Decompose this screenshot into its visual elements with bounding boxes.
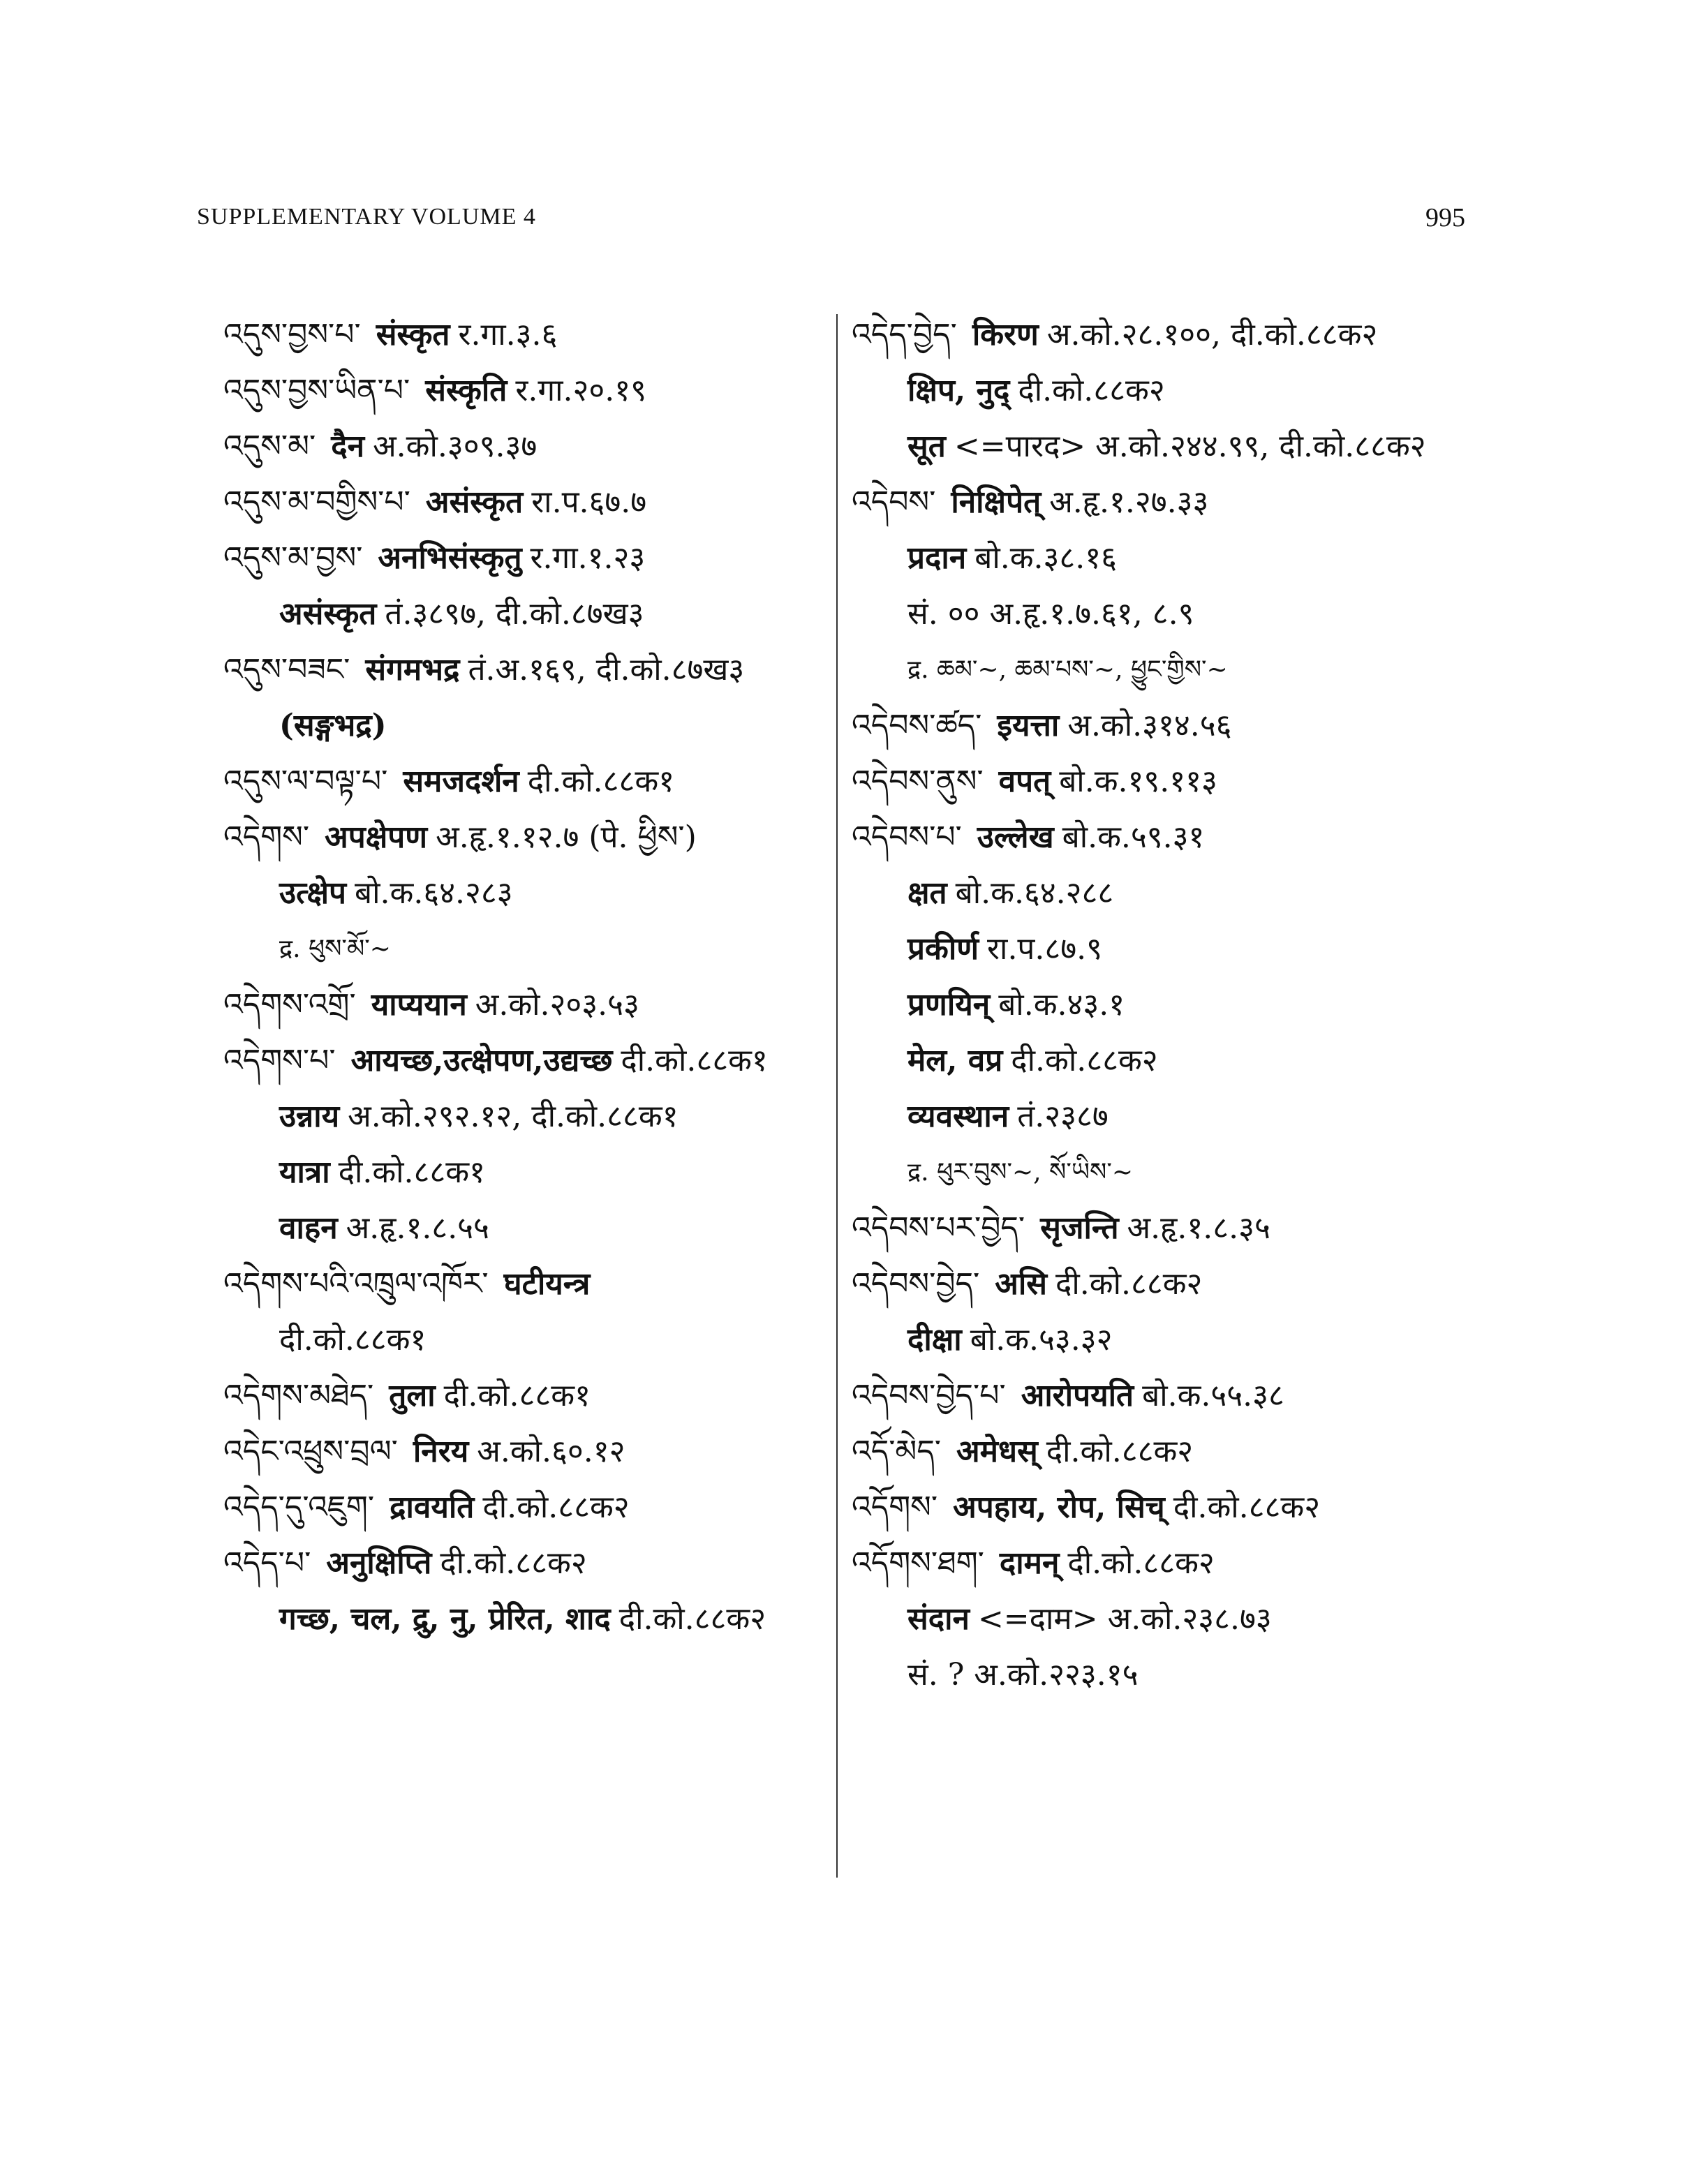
sub-entry: [223, 1089, 824, 1145]
dictionary-entry: [223, 1368, 824, 1424]
sanskrit-equivalent: असंस्कृत: [425, 484, 524, 520]
tibetan-headword: འདེང་འཕྲུས་བྲལ་: [223, 1434, 398, 1469]
source-reference: दी.को.८८क२: [440, 1545, 587, 1581]
sub-entry: [852, 530, 1466, 586]
tibetan-headword: འདེགས་འགྲོ་: [223, 987, 356, 1023]
tibetan-headword: འདེབས་པར་བྱེད་: [852, 1210, 1025, 1246]
tibetan-headword: འདེབས་: [852, 484, 936, 520]
sub-entry: [852, 977, 1466, 1033]
sub-entry: [223, 866, 824, 921]
sanskrit-equivalent: आयच्छ,उत्क्षेपण,उद्यच्छ: [350, 1043, 613, 1078]
sanskrit-equivalent: अनभिसंस्कृतु: [378, 540, 522, 576]
sanskrit-equivalent: द्रावयति: [390, 1490, 475, 1525]
source-reference: बो.क.५५.३८: [1142, 1378, 1284, 1413]
tibetan-headword: འདུས་མ་བགྱིས་པ་: [223, 484, 410, 520]
source-reference: बो.क.६४.२८८: [955, 875, 1114, 911]
sanskrit-equivalent: यात्रा: [279, 1154, 330, 1190]
dictionary-entry: [223, 1256, 824, 1312]
tibetan-headword: འདེགས་པ་: [223, 1043, 336, 1078]
tibetan-headword: འདུས་མ་: [223, 429, 316, 464]
source-reference: दी.को.८८क२: [1046, 1434, 1194, 1469]
dictionary-entry: [223, 307, 824, 363]
sanskrit-equivalent: उन्नाय: [279, 1099, 340, 1134]
cross-reference-text: द्र. ཕུར་བུས་~, སོ་ཡིས་~: [907, 1158, 1134, 1187]
dictionary-entry: [223, 754, 824, 810]
source-reference: तं.२३८७: [1017, 1099, 1109, 1134]
sub-entry: [852, 1647, 1466, 1703]
cross-reference: [223, 921, 824, 977]
sanskrit-equivalent: घटीयन्त्र: [503, 1266, 591, 1302]
sanskrit-equivalent: याप्ययान: [371, 987, 467, 1023]
dictionary-entry: [223, 1424, 824, 1480]
source-reference: दी.को.८८क२: [1067, 1545, 1215, 1581]
source-reference: अ.को.६०.१२: [477, 1434, 625, 1469]
tibetan-headword: འདེབས་བྱེད་: [852, 1266, 980, 1302]
source-reference: <=पारद> अ.को.२४४.९९, दी.को.८८क२: [954, 429, 1426, 464]
source-reference: अ.को.३१४.५६: [1067, 708, 1232, 743]
sanskrit-equivalent: वाहन: [279, 1210, 338, 1246]
source-reference: अ.को.२८.१००, दी.को.८८क२: [1046, 317, 1378, 352]
tibetan-headword: འདུས་བྱས་པ་: [223, 317, 361, 352]
sanskrit-equivalent: आरोपयति: [1021, 1378, 1134, 1413]
source-reference: <=दाम> अ.को.२३८.७३: [977, 1601, 1272, 1637]
dictionary-entry: [852, 1424, 1466, 1480]
dictionary-entry: [852, 307, 1466, 363]
tibetan-headword: འདེབས་ཚད་: [852, 708, 982, 743]
source-reference: तं.अ.१६९, दी.को.८७ख३: [468, 652, 745, 688]
tibetan-headword: འདེབས་བྱེད་པ་: [852, 1378, 1006, 1413]
dictionary-entry: [852, 810, 1466, 866]
source-reference: बो.क.५९.३१: [1062, 819, 1205, 855]
sub-entry: [852, 363, 1466, 419]
sanskrit-equivalent: दैन: [331, 429, 365, 464]
sanskrit-equivalent: उल्लेख: [977, 819, 1054, 855]
source-reference: बो.क.५३.३२: [970, 1322, 1113, 1358]
sub-entry: [852, 419, 1466, 475]
sub-entry: [852, 586, 1466, 642]
dictionary-entry: [852, 1256, 1466, 1312]
sanskrit-equivalent: संस्कृत: [376, 317, 450, 352]
sanskrit-equivalent: सूत: [907, 429, 946, 464]
sub-entry: [223, 586, 824, 642]
sanskrit-equivalent: प्रकीर्ण: [907, 931, 979, 967]
dictionary-entry: [223, 1480, 824, 1536]
dictionary-entry: [852, 698, 1466, 754]
sanskrit-equivalent: प्रदान: [907, 540, 967, 576]
sub-entry: [223, 1591, 824, 1647]
source-reference: दी.को.८८क१: [621, 1043, 768, 1078]
sanskrit-equivalent: सृजन्ति: [1040, 1210, 1119, 1246]
sanskrit-equivalent: दीक्षा: [907, 1322, 962, 1358]
sanskrit-equivalent: अपक्षेपण: [325, 819, 428, 855]
sanskrit-equivalent: उत्क्षेप: [279, 875, 347, 911]
sanskrit-equivalent: संस्कृति: [425, 373, 507, 408]
sub-entry: [223, 698, 824, 754]
dictionary-entry: [223, 530, 824, 586]
sanskrit-equivalent: अपहाय, रोप, सिच्: [953, 1490, 1165, 1525]
cross-reference: [852, 642, 1466, 698]
cross-reference-text: द्र. ཆམ་~, ཆམ་པས་~, ཕྱུང་གྱིས་~: [907, 655, 1228, 684]
source-reference: अ.को.२९२.१२, दी.को.८८क१: [348, 1099, 679, 1134]
source-reference: र.गा.१.२३: [530, 540, 646, 576]
sub-entry: [852, 921, 1466, 977]
cross-reference: [852, 1145, 1466, 1201]
tibetan-headword: འདེད་དུ་འཇུག་: [223, 1490, 375, 1525]
right-column: [852, 307, 1466, 1703]
source-reference: रा.प.६७.७: [531, 484, 647, 520]
sub-entry: [852, 1312, 1466, 1368]
sub-entry: [223, 1201, 824, 1256]
sanskrit-equivalent: क्षत: [907, 875, 947, 911]
source-reference: बो.क.६४.२८३: [355, 875, 513, 911]
sanskrit-equivalent: व्यवस्थान: [907, 1099, 1009, 1134]
source-reference: दी.को.८८क१: [443, 1378, 591, 1413]
tibetan-headword: འདེགས་པའི་འཁྲུལ་འཁོར་: [223, 1266, 489, 1302]
cross-reference-text: द्र. ཕུས་མོ་~: [279, 935, 391, 963]
tibetan-headword: འདེད་པ་: [223, 1545, 311, 1581]
sub-entry: [223, 1312, 824, 1368]
tibetan-headword: འདུས་བཟང་: [223, 652, 350, 688]
tibetan-headword: འདེགས་མཐེད་: [223, 1378, 374, 1413]
sanskrit-equivalent: असि: [995, 1266, 1048, 1302]
source-reference: दी.को.८८क२: [1018, 373, 1165, 408]
dictionary-entry: [223, 977, 824, 1033]
dictionary-entry: [852, 1201, 1466, 1256]
sanskrit-equivalent: तुला: [389, 1378, 436, 1413]
source-reference: दी.को.८८क२: [618, 1601, 766, 1637]
sanskrit-equivalent: अमेधस्: [956, 1434, 1038, 1469]
running-head: SUPPLEMENTARY VOLUME 4: [197, 204, 536, 230]
source-reference: दी.को.८८क१: [527, 764, 675, 799]
sanskrit-equivalent: क्षिप, नुद्: [907, 373, 1010, 408]
source-reference: दी.को.८८क२: [1055, 1266, 1203, 1302]
source-reference: दी.को.८८क२: [1173, 1490, 1321, 1525]
dictionary-entry: [852, 475, 1466, 530]
column-divider: [836, 314, 838, 1878]
dictionary-entry: [852, 1536, 1466, 1591]
sanskrit-equivalent: निक्षिपेत्: [951, 484, 1042, 520]
dictionary-entry: [223, 363, 824, 419]
sanskrit-equivalent: असंस्कृत: [279, 596, 377, 632]
page-number: 995: [1425, 203, 1465, 232]
source-reference: दी.को.८८क१: [338, 1154, 485, 1190]
dictionary-entry: [223, 642, 824, 698]
source-reference: र.गा.२०.१९: [515, 373, 647, 408]
tibetan-headword: འདེགས་: [223, 819, 310, 855]
source-reference: अ.हृ.१.१२.७ (पे. ཕྱིས་): [436, 819, 697, 855]
tibetan-headword: འདུས་ལ་བལྟ་པ་: [223, 764, 388, 799]
source-reference: रा.प.८७.९: [987, 931, 1103, 967]
source-reference: अ.हृ.१.८.५५: [346, 1210, 489, 1246]
source-reference: अ.हृ.१.२७.३३: [1049, 484, 1209, 520]
sanskrit-equivalent: किरण: [972, 317, 1039, 352]
dictionary-entry: [223, 1536, 824, 1591]
dictionary-entry: [223, 1033, 824, 1089]
sub-entry: [852, 1591, 1466, 1647]
sanskrit-equivalent: दामन्: [999, 1545, 1060, 1581]
tibetan-headword: འདེབས་ནུས་: [852, 764, 984, 799]
dictionary-entry: [223, 810, 824, 866]
source-reference: सं. ०० अ.हृ.१.७.६१, ८.९: [907, 596, 1194, 632]
source-reference: र.गा.३.६: [458, 317, 558, 352]
sub-entry: [852, 1089, 1466, 1145]
sanskrit-equivalent: समजदर्शन: [403, 764, 519, 799]
sanskrit-equivalent: अनुक्षिप्ति: [326, 1545, 432, 1581]
tibetan-headword: འདོགས་: [852, 1490, 938, 1525]
source-reference: तं.३८९७, दी.को.८७ख३: [385, 596, 644, 632]
sub-entry: [852, 866, 1466, 921]
source-reference: बो.क.४३.१: [998, 987, 1125, 1023]
dictionary-entry: [852, 754, 1466, 810]
tibetan-headword: འདེབས་པ་: [852, 819, 962, 855]
sub-entry: [852, 1033, 1466, 1089]
sanskrit-equivalent: मेल, वप्र: [907, 1043, 1003, 1078]
tibetan-headword: འདོགས་ཐག་: [852, 1545, 984, 1581]
source-reference: सं. ? अ.को.२२३.१५: [907, 1657, 1139, 1693]
left-column: [223, 307, 824, 1647]
sanskrit-equivalent: वपत्: [998, 764, 1051, 799]
sanskrit-equivalent: निरय: [413, 1434, 469, 1469]
dictionary-entry: [223, 475, 824, 530]
sanskrit-equivalent: (सङ्गभद्र): [279, 708, 387, 743]
tibetan-headword: འདེད་བྱེད་: [852, 317, 957, 352]
source-reference: बो.क.३८.१६: [974, 540, 1118, 576]
sanskrit-equivalent: इयत्ता: [997, 708, 1060, 743]
dictionary-entry: [852, 1480, 1466, 1536]
source-reference: बो.क.१९.११३: [1059, 764, 1217, 799]
dictionary-entry: [223, 419, 824, 475]
source-reference: दी.को.८८क२: [482, 1490, 630, 1525]
tibetan-headword: འདོ་མེད་: [852, 1434, 942, 1469]
source-reference: दी.को.८८क२: [1011, 1043, 1158, 1078]
dictionary-entry: [852, 1368, 1466, 1424]
tibetan-headword: འདུས་མ་བྱས་: [223, 540, 363, 576]
sanskrit-equivalent: गच्छ, चल, द्रु, नु, प्रेरित, शाद: [279, 1601, 611, 1637]
sanskrit-equivalent: प्रणयिन्: [907, 987, 991, 1023]
sanskrit-equivalent: संदान: [907, 1601, 970, 1637]
source-reference: दी.को.८८क१: [279, 1322, 427, 1358]
sanskrit-equivalent: संगमभद्र: [365, 652, 460, 688]
source-reference: अ.को.३०९.३७: [373, 429, 538, 464]
tibetan-headword: འདུས་བྱས་ཡིན་པ་: [223, 373, 410, 408]
source-reference: अ.हृ.१.८.३५: [1127, 1210, 1270, 1246]
sub-entry: [223, 1145, 824, 1201]
source-reference: अ.को.२०३.५३: [475, 987, 639, 1023]
